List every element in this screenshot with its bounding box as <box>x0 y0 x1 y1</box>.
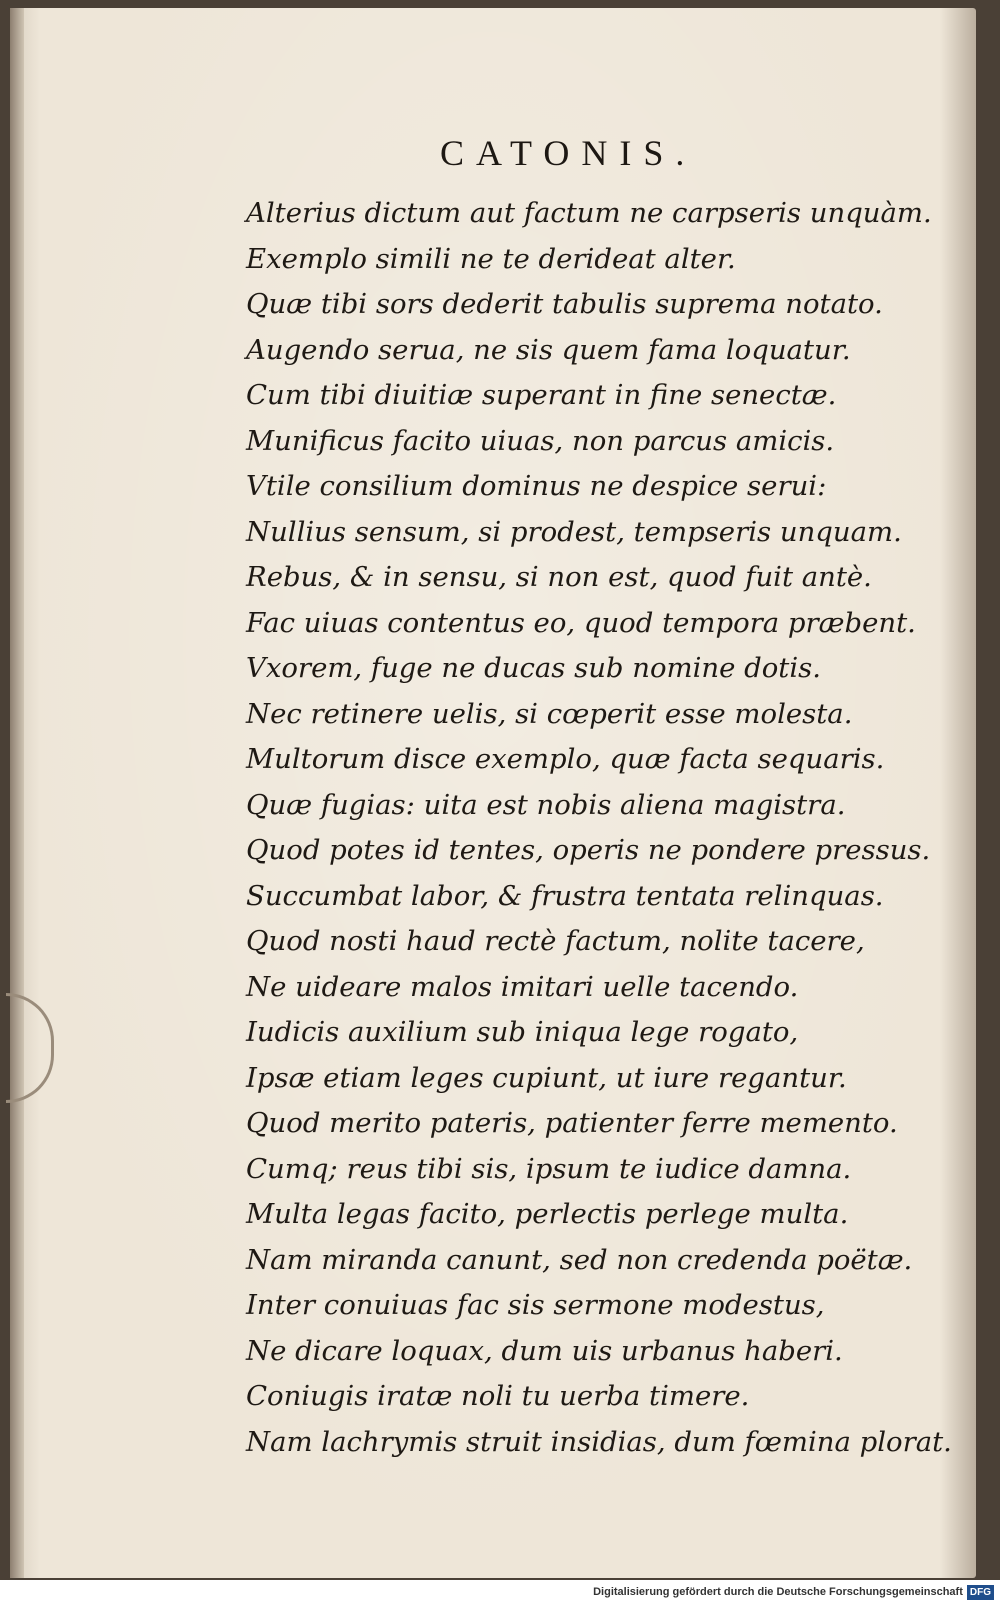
verse-line: Nam miranda canunt, sed non credenda poëtæ. <box>246 1243 913 1276</box>
verse-list <box>246 191 952 1465</box>
verse-line: Exemplo simili ne te derideat alter. <box>246 242 736 275</box>
verse-line: Cumq; reus tibi sis, ipsum te iudice damna. <box>246 1152 852 1185</box>
verse-line: Inter conuiuas fac sis sermone modestus, <box>246 1289 825 1321</box>
verse-line: Succumbat labor, & frustra tentata relinquas. <box>246 879 884 912</box>
verse-line: Augendo serua, ne sis quem fama loquatur. <box>246 333 851 366</box>
footer-credit: Digitalisierung gefördert durch die Deutsche Forschungsgemeinschaft <box>593 1586 963 1598</box>
verse-line: Ne uideare malos imitari uelle tacendo. <box>246 970 799 1003</box>
verse-line: Vtile consilium dominus ne despice serui: <box>246 470 827 502</box>
verse-line: Multa legas facito, perlectis perlege multa. <box>246 1198 849 1230</box>
verse-line: Rebus, & in sensu, si non est, quod fuit antè. <box>246 561 872 593</box>
verse-line: Ne dicare loquax, dum uis urbanus haberi. <box>246 1334 843 1367</box>
verse-line: Quod merito pateris, patienter ferre memento. <box>246 1107 898 1139</box>
verse-line: Multorum disce exemplo, quæ facta sequaris. <box>246 743 885 775</box>
verse-line: Nullius sensum, si prodest, tempseris unquam. <box>246 515 902 548</box>
verse-line: Fac uiuas contentus eo, quod tempora præbent. <box>246 606 916 639</box>
verse-line: Cum tibi diuitiæ superant in fine senectæ. <box>246 379 837 411</box>
book-clip <box>6 993 54 1103</box>
verse-line: Iudicis auxilium sub iniqua lege rogato, <box>246 1016 799 1048</box>
verse-line: Quod nosti haud rectè factum, nolite tacere, <box>246 925 865 957</box>
verse-line: Munificus facito uiuas, non parcus amicis. <box>246 424 835 457</box>
verse-line: Nec retinere uelis, si cœperit esse molesta. <box>246 697 853 730</box>
book-page <box>10 8 976 1578</box>
verse-line: Quæ tibi sors dederit tabulis suprema notato. <box>246 288 883 320</box>
page-left-edge <box>10 8 24 1578</box>
dfg-logo-icon: DFG <box>967 1585 994 1600</box>
page-heading: CATONIS. <box>440 133 697 173</box>
verse-line: Coniugis iratæ noli tu uerba timere. <box>246 1380 750 1412</box>
verse-line: Alterius dictum aut factum ne carpseris unquàm. <box>246 197 932 229</box>
verse-line: Nam lachrymis struit insidias, dum fœmina plorat. <box>246 1425 952 1458</box>
verse-line: Ipsæ etiam leges cupiunt, ut iure regantur. <box>246 1061 847 1094</box>
verse-line: Quod potes id tentes, operis ne pondere pressus. <box>246 834 931 866</box>
footer-bar <box>593 1583 994 1601</box>
verse-line: Vxorem, fuge ne ducas sub nomine dotis. <box>246 652 822 684</box>
verse-line: Quæ fugias: uita est nobis aliena magistra. <box>246 788 846 821</box>
